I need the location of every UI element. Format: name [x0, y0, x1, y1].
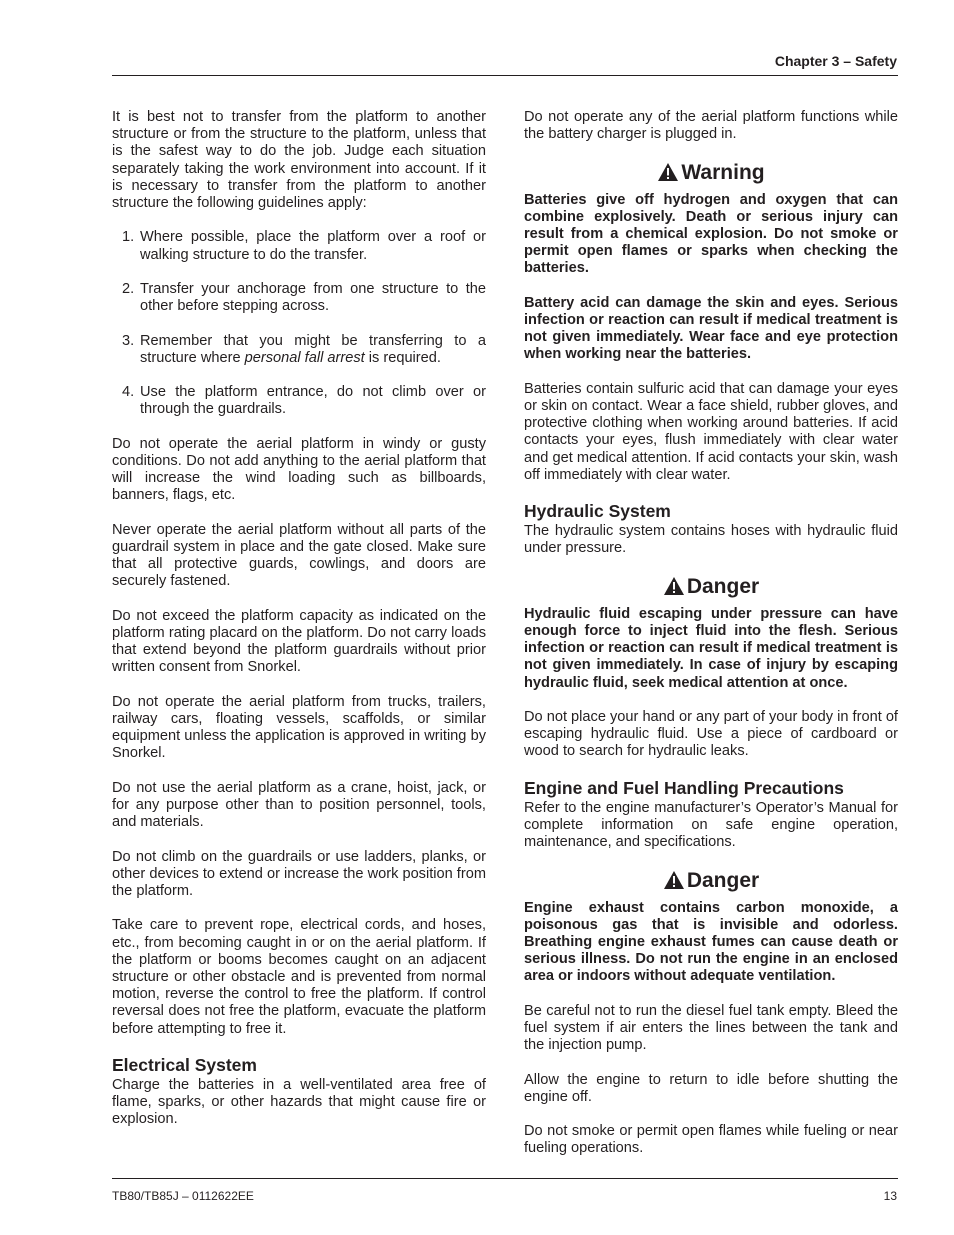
- header-rule: [112, 75, 898, 76]
- ladders-paragraph: Do not climb on the guardrails or use ladders, planks, or other devices to extend or increase the work position from the platform.: [112, 848, 486, 899]
- danger-label: Danger: [686, 574, 760, 598]
- list-text-pre: Remember that you might be transferring to a structure where: [140, 332, 486, 366]
- danger-label: Danger: [686, 868, 760, 892]
- electrical-paragraph: Charge the batteries in a well-ventilated area free of flame, sparks, or other hazards that might cause fire or explosion.: [112, 1076, 486, 1128]
- hydraulic-system-heading: Hydraulic System: [524, 501, 671, 522]
- list-number: 4.: [122, 384, 135, 401]
- page-number: 13: [883, 1189, 897, 1203]
- left-column: [112, 109, 486, 1146]
- warning-heading: [524, 161, 898, 188]
- electrical-system-heading: Electrical System: [112, 1054, 257, 1075]
- danger-heading: [524, 869, 898, 896]
- list-number: 2.: [122, 281, 135, 297]
- engine-fuel-heading: Engine and Fuel Handling Precautions: [524, 777, 844, 798]
- acid-paragraph: Batteries contain sulfuric acid that can damage your eyes or skin on contact. Wear a face shield, rubber gloves, and protective clothing when working around batteries. If acid contacts your eyes, flush immediately with clear water and get medical attention. If acid contacts your skin, wash off immediately with clear water.: [524, 380, 898, 483]
- transfer-intro: It is best not to transfer from the platform to another structure or from the structure to the platform, unless that is the safest way to do the job. Judge each situation separately taking the work environment into account. If it is necessary to transfer from the platform to another structure the following guidelines apply:: [112, 109, 486, 212]
- transfer-guidelines-list: [112, 229, 486, 418]
- trucks-paragraph: Do not operate the aerial platform from trucks, trailers, railway cars, floating vessels, scaffolds, or similar equipment unless the application is approved in writing by Snorkel.: [112, 693, 486, 762]
- rope-paragraph: Take care to prevent rope, electrical cords, and hoses, etc., from becoming caught in or on the aerial platform. If the platform or booms becomes caught on an adjacent structure or other obstacle and is prevented from normal motion, reverse the control to free the platform. If control reversal does not free the platform, evacuate the platform before attempting to free it.: [112, 917, 486, 1037]
- list-text: Where possible, place the platform over a roof or walking structure to do the transfer.: [140, 229, 486, 263]
- list-number: 1.: [122, 229, 135, 246]
- hand-paragraph: Do not place your hand or any part of your body in front of escaping hydraulic fluid. Use a piece of cardboard or wood to search for hydraulic leaks.: [524, 709, 898, 760]
- warning-text-acid: Battery acid can damage the skin and eyes. Serious infection or reaction can result if medical treatment is not given immediately. Wear face and eye protection when working near the batteries.: [524, 294, 898, 363]
- list-item: [112, 384, 486, 418]
- smoke-paragraph: Do not smoke or permit open flames while fueling or near fueling operations.: [524, 1123, 898, 1157]
- list-text-emphasis: personal fall arrest: [244, 349, 365, 366]
- footer-rule: [112, 1178, 898, 1179]
- capacity-paragraph: Do not exceed the platform capacity as indicated on the platform rating placard on the platform. Do not carry loads that extend beyond the platform guardrails without prior written consent from Snorkel.: [112, 607, 486, 676]
- guardrail-paragraph: Never operate the aerial platform without all parts of the guardrail system in place and the gate closed. Make sure that all protective guards, cowlings, and doors are securely fastened.: [112, 521, 486, 590]
- warning-label: Warning: [681, 160, 765, 184]
- list-item: [112, 281, 486, 315]
- idle-paragraph: Allow the engine to return to idle before shutting the engine off.: [524, 1071, 898, 1105]
- list-item: [112, 333, 486, 367]
- danger-heading: [524, 575, 898, 602]
- warning-triangle-icon: [663, 870, 685, 896]
- danger-text-hydraulic: Hydraulic fluid escaping under pressure can have enough force to inject fluid into the flesh. Serious infection or reaction can result if medical treatment is not given immediately. In case of injury by escaping hydraulic fluid, seek medical attention at once.: [524, 605, 898, 691]
- list-text: Transfer your anchorage from one structure to the other before stepping across.: [140, 281, 486, 315]
- list-text: Use the platform entrance, do not climb over or through the guardrails.: [140, 384, 486, 418]
- danger-text-exhaust: Engine exhaust contains carbon monoxide, a poisonous gas that is invisible and odorless. Breathing engine exhaust fumes can cause death or serious illness. Do not run the engine in an enclosed area or indoors without adequate ventilation.: [524, 899, 898, 985]
- warning-triangle-icon: [657, 162, 679, 188]
- warning-text-explosion: Batteries give off hydrogen and oxygen that can combine explosively. Death or serious injury can result from a chemical explosion. Do not smoke or permit open flames or sparks when checking the batteries.: [524, 191, 898, 277]
- engine-paragraph: Refer to the engine manufacturer’s Operator’s Manual for complete information on safe engine operation, maintenance, and specifications.: [524, 799, 898, 851]
- hydraulic-paragraph: The hydraulic system contains hoses with hydraulic fluid under pressure.: [524, 523, 898, 557]
- diesel-paragraph: Be careful not to run the diesel fuel tank empty. Bleed the fuel system if air enters the lines between the tank and the injection pump.: [524, 1002, 898, 1054]
- list-number: 3.: [122, 332, 135, 349]
- crane-paragraph: Do not use the aerial platform as a crane, hoist, jack, or for any purpose other than to position personnel, tools, and materials.: [112, 779, 486, 831]
- charger-paragraph: Do not operate any of the aerial platform functions while the battery charger is plugged in.: [524, 109, 898, 143]
- windy-paragraph: Do not operate the aerial platform in windy or gusty conditions. Do not add anything to the aerial platform that will increase the wind loading such as billboards, banners, flags, etc.: [112, 435, 486, 504]
- warning-triangle-icon: [663, 576, 685, 602]
- right-column: [524, 109, 898, 1175]
- list-item: [112, 229, 486, 263]
- list-text-post: is required.: [364, 349, 441, 366]
- document-id: TB80/TB85J – 0112622EE: [112, 1189, 254, 1203]
- chapter-title: Chapter 3 – Safety: [774, 53, 897, 69]
